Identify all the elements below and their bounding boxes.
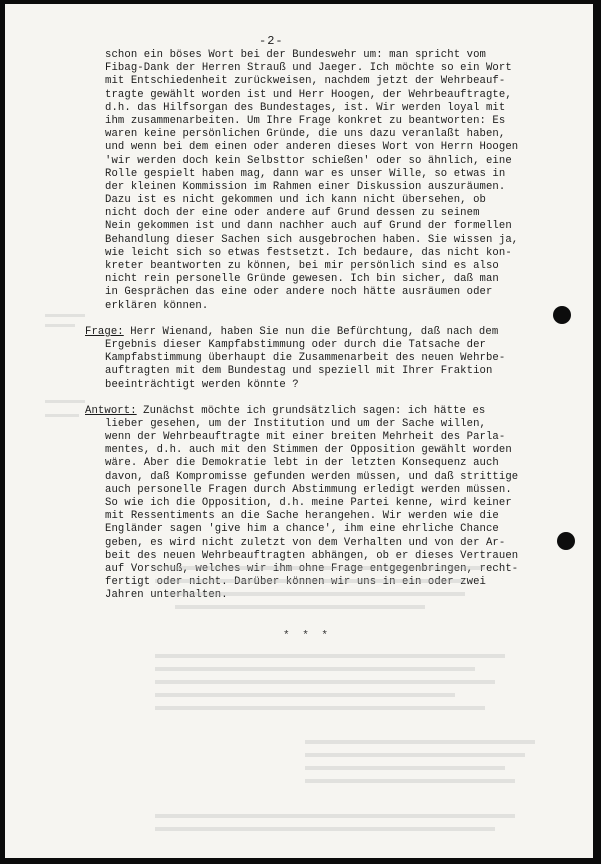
text-line: auftragten mit dem Bundestag und speziell mit Ihrer Fraktion xyxy=(105,365,493,378)
question-body xyxy=(105,339,560,392)
text-line: erklären können. xyxy=(105,299,209,312)
punch-hole-upper xyxy=(553,306,571,324)
text-line: Zunächst möchte ich grundsätzlich sagen: ich hätte es xyxy=(136,404,486,417)
text-line: Fibag-Dank der Herren Strauß und Jaeger. Ich möchte so ein Wort xyxy=(105,62,512,75)
paragraph-1 xyxy=(105,49,560,313)
question-label: Frage: xyxy=(85,325,124,338)
text-line: Jahren unterhalten. xyxy=(105,589,228,602)
answer-block xyxy=(85,405,560,603)
text-line: auf Vorschuß, welches wir ihm ohne Frage entgegenbringen, recht- xyxy=(105,562,519,575)
question-block xyxy=(85,326,560,392)
text-line: kreter beantworten zu können, bei mir persönlich sind es also xyxy=(105,260,499,272)
body-text xyxy=(85,49,560,616)
text-line: nicht rein personelle Gründe gewesen. Ich bin sicher, daß man xyxy=(105,273,499,286)
text-line: beeinträchtigt werden könnte ? xyxy=(105,378,299,391)
text-line: wäre. Aber die Demokratie lebt in der letzten Konsequenz auch xyxy=(105,457,499,470)
text-line: schon ein böses Wort bei der Bundeswehr um: man spricht vom xyxy=(105,49,486,61)
text-line: tragte gewählt worden ist und Herr Hoogen, der Wehrbeauftragte, xyxy=(105,88,512,101)
punch-hole-lower xyxy=(557,532,575,550)
text-line: ihm zusammenarbeiten. Um Ihre Frage konkret zu beantworten: Es xyxy=(105,114,506,127)
text-line: Herr Wienand, haben Sie nun die Befürchtung, daß nach dem xyxy=(123,325,499,338)
text-line: Dazu ist es nicht gekommen und ich kann nicht übersehen, ob xyxy=(105,194,486,207)
section-separator: * * * xyxy=(283,630,332,642)
text-line: mit Entschiedenheit zurückweisen, nachdem jetzt der Wehrbeauf- xyxy=(105,75,506,88)
text-line: Kampfabstimmung überhaupt die Zusammenarbeit des neuen Wehrbe- xyxy=(105,352,506,365)
text-line: Ergebnis dieser Kampfabstimmung oder durch die Tatsache der xyxy=(105,338,486,351)
answer-label: Antwort: xyxy=(85,404,137,417)
text-line: So wie ich die Opposition, d.h. meine Partei kenne, wird keiner xyxy=(105,497,512,509)
text-line: Engländer sagen 'give him a chance', ihm eine ehrliche Chance xyxy=(105,523,499,536)
text-line: wenn der Wehrbeauftragte mit einer breiten Mehrheit des Parla- xyxy=(105,431,506,444)
text-line: geben, es wird nicht zuletzt von dem Verhalten und von der Ar- xyxy=(105,536,506,549)
text-line: fertigt oder nicht. Darüber können wir uns in ein oder zwei xyxy=(105,576,486,589)
text-line: wie leicht sich so etwas festsetzt. Ich bedaure, das nicht kon- xyxy=(105,246,512,259)
answer-body xyxy=(105,418,560,603)
text-line: in Gesprächen das eine oder andere noch hätte ausräumen oder xyxy=(105,286,493,299)
text-line: lieber gesehen, um der Institution und um der Sache willen, xyxy=(105,417,486,430)
document-page xyxy=(5,4,593,858)
text-line: Behandlung dieser Sachen sich ausgebrochen haben. Sie wissen ja, xyxy=(105,233,519,246)
text-line: 'wir werden doch kein Selbsttor schießen' oder so ähnlich, eine xyxy=(105,154,512,167)
text-line: waren keine persönlichen Gründe, die uns dazu veranlaßt haben, xyxy=(105,128,506,141)
text-line: davon, daß Kompromisse gefunden werden müssen, und daß strittige xyxy=(105,470,519,483)
page-number: -2- xyxy=(259,34,284,48)
text-line: auch personelle Fragen durch Abstimmung erledigt werden müssen. xyxy=(105,483,512,496)
text-line: nicht doch der eine oder andere auf Grund dessen zu seinem xyxy=(105,207,480,220)
text-line: Nein gekommen ist und dann nachher auch auf Grund der formellen xyxy=(105,220,512,233)
question-first-line xyxy=(85,326,560,339)
text-line: und wenn bei dem einen oder anderen dieses Wort von Herrn Hoogen xyxy=(105,141,519,154)
text-line: mit Ressentiments an die Sache herangehen. Wir werden wie die xyxy=(105,510,499,523)
text-line: beit des neuen Wehrbeauftragten abhängen, ob er dieses Vertrauen xyxy=(105,549,519,562)
text-line: d.h. das Hilfsorgan des Bundestages, ist. Wir werden loyal mit xyxy=(105,101,506,114)
text-line: der kleinen Kommission im Rahmen einer Diskussion auszuräumen. xyxy=(105,180,506,193)
answer-first-line xyxy=(85,405,560,418)
text-line: Rolle gespielt haben mag, dann war es unser Wille, so etwas in xyxy=(105,167,506,180)
text-line: mentes, d.h. auch mit den Stimmen der Opposition gewählt worden xyxy=(105,444,512,457)
